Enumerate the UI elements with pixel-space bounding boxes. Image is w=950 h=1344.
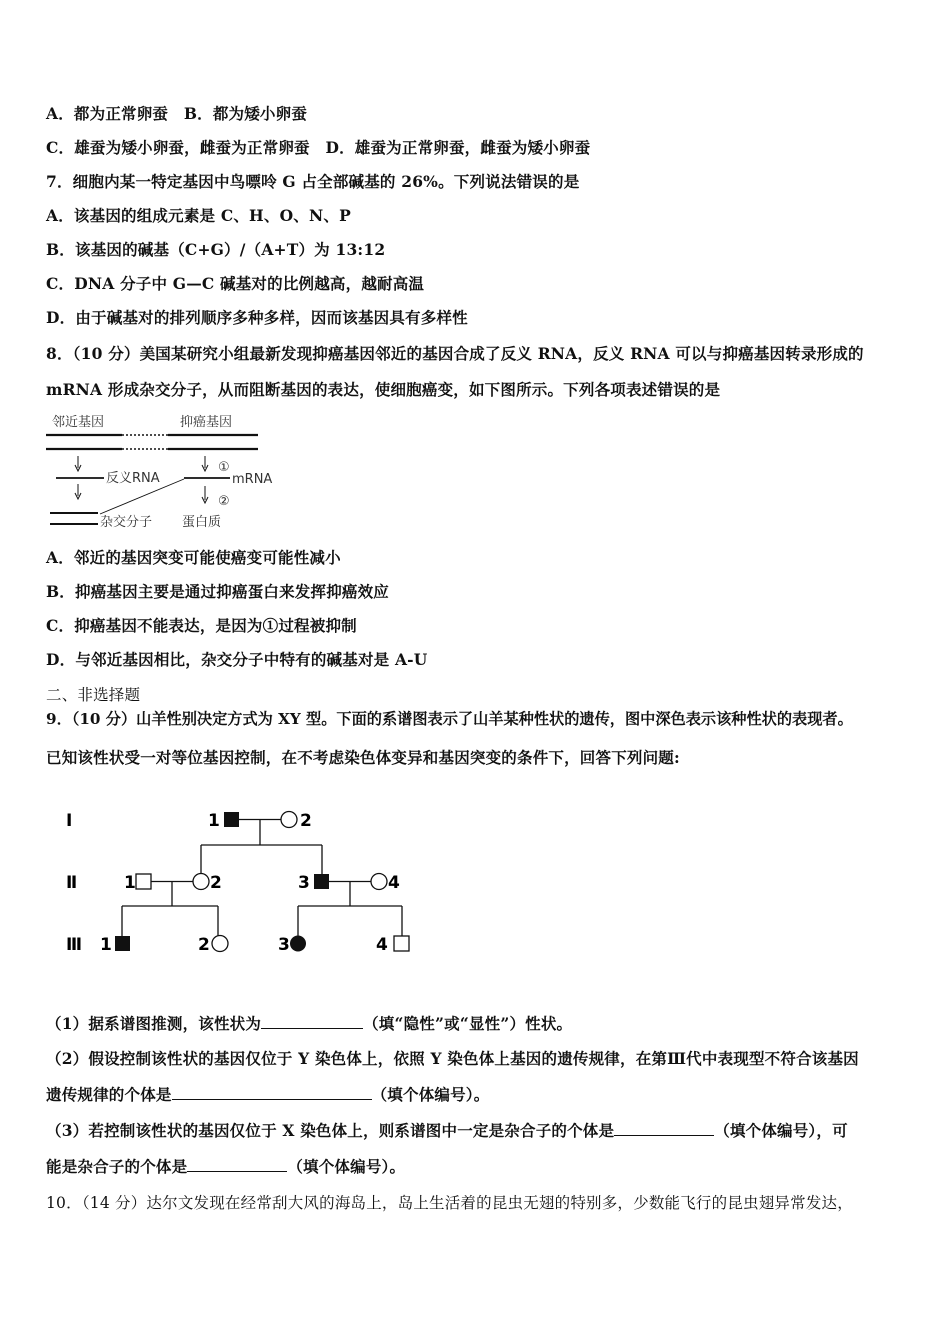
- gen2-male-3-affected: [314, 874, 329, 889]
- q8-option-a: A．邻近的基因突变可能使癌变可能性减小: [46, 548, 341, 567]
- gen1-female-2: [281, 812, 297, 828]
- gen2-number-1: 1: [124, 873, 136, 893]
- gen1-male-1-affected: [224, 812, 239, 827]
- gen3-number-4: 4: [376, 935, 388, 955]
- q9-part2-line1: （2）假设控制该性状的基因仅位于 Y 染色体上，依照 Y 染色体上基因的遗传规律，在第Ⅲ代中表现型不符合该基因: [46, 1049, 859, 1068]
- tumor-gene-label: 抑癌基因: [180, 415, 233, 430]
- generation-1-label: Ⅰ: [66, 811, 73, 831]
- hybrid-label: 杂交分子: [100, 515, 153, 530]
- q9-part3-line2: [46, 1155, 405, 1177]
- protein-label: 蛋白质: [182, 515, 222, 530]
- q8-stem-line1: 8．（10 分）美国某研究小组最新发现抑癌基因邻近的基因合成了反义 RNA，反义 RNA 可以与抑癌基因转录形成的: [46, 344, 864, 363]
- q9-part2-prefix: 遗传规律的个体是: [46, 1085, 172, 1104]
- gen3-number-1: 1: [100, 935, 112, 955]
- gen2-male-1: [136, 874, 151, 889]
- gen1-number-2: 2: [300, 811, 312, 831]
- q9-part3-suffix: （填个体编号），可: [714, 1121, 848, 1140]
- gen3-female-2: [212, 936, 228, 952]
- q10-stem-line1: 10．（14 分）达尔文发现在经常刮大风的海岛上，岛上生活着的昆虫无翅的特别多，少数能飞行的昆虫翅异常发达，: [46, 1194, 853, 1212]
- gen3-number-3: 3: [278, 935, 290, 955]
- antisense-rna-diagram: [40, 406, 290, 534]
- q9-part1: [46, 1012, 572, 1034]
- gen2-number-4: 4: [388, 873, 400, 893]
- q9-part2-line2: [46, 1083, 489, 1105]
- q9-stem-line1: 9．（10 分）山羊性别决定方式为 XY 型。下面的系谱图表示了山羊某种性状的遗传，图中深色表示该种性状的表现者。: [46, 710, 853, 728]
- q9-part1-prefix: （1）据系谱图推测，该性状为: [46, 1014, 262, 1033]
- q7-stem: 7．细胞内某一特定基因中鸟嘌呤 G 占全部碱基的 26%。下列说法错误的是: [46, 172, 580, 191]
- q9-stem-line2: 已知该性状受一对等位基因控制，在不考虑染色体变异和基因突变的条件下，回答下列问题:: [46, 748, 680, 767]
- q8-stem-line2: mRNA 形成杂交分子，从而阻断基因的表达，使细胞癌变，如下图所示。下列各项表述错误的是: [46, 380, 721, 399]
- q9-part3b-suffix: （填个体编号）。: [287, 1157, 406, 1176]
- q9-part3b-prefix: 能是杂合子的个体是: [46, 1157, 188, 1176]
- mrna-label: mRNA: [232, 472, 273, 487]
- gen3-male-1-affected: [115, 936, 130, 951]
- neighbor-gene-label: 邻近基因: [52, 415, 105, 430]
- q7-option-a: A．该基因的组成元素是 C、H、O、N、P: [46, 206, 351, 225]
- generation-3-label: Ⅲ: [66, 935, 83, 955]
- q9-part3-line1: [46, 1119, 848, 1141]
- step1-label: ①: [218, 460, 230, 475]
- gen2-number-2: 2: [210, 873, 222, 893]
- q7-option-d: D．由于碱基对的排列顺序多种多样，因而该基因具有多样性: [46, 308, 468, 327]
- q6-option-ab: A．都为正常卵蚕 B．都为矮小卵蚕: [46, 104, 308, 123]
- generation-2-label: Ⅱ: [66, 873, 78, 893]
- gen3-male-4: [394, 936, 409, 951]
- gen2-number-3: 3: [298, 873, 310, 893]
- q9-part3-prefix: （3）若控制该性状的基因仅位于 X 染色体上，则系谱图中一定是杂合子的个体是: [46, 1121, 615, 1140]
- q6-option-cd: C．雄蚕为矮小卵蚕，雌蚕为正常卵蚕 D．雄蚕为正常卵蚕，雌蚕为矮小卵蚕: [46, 138, 591, 157]
- section-heading: 二、非选择题: [46, 686, 141, 704]
- step2-label: ②: [218, 494, 230, 509]
- q9-part2-suffix: （填个体编号）。: [371, 1085, 490, 1104]
- gen3-number-2: 2: [198, 935, 210, 955]
- q7-option-c: C．DNA 分子中 G—C 碱基对的比例越高，越耐高温: [46, 274, 425, 293]
- q9-part1-suffix: （填“隐性”或“显性”）性状。: [363, 1014, 573, 1033]
- pedigree-chart: [58, 800, 418, 970]
- gen1-number-1: 1: [208, 811, 220, 831]
- q9-part2-blank[interactable]: [172, 1085, 372, 1100]
- q9-part1-blank[interactable]: [261, 1014, 363, 1029]
- gen2-female-4: [371, 874, 387, 890]
- q8-option-b: B．抑癌基因主要是通过抑癌蛋白来发挥抑癌效应: [46, 582, 390, 601]
- q7-option-b: B．该基因的碱基（C+G）/（A+T）为 13:12: [46, 240, 386, 259]
- gen3-female-3-affected: [290, 936, 306, 952]
- q9-part3-blank-2[interactable]: [187, 1157, 287, 1172]
- gen2-female-2: [193, 874, 209, 890]
- antisense-rna-label: 反义RNA: [106, 471, 160, 486]
- q8-option-d: D．与邻近基因相比，杂交分子中特有的碱基对是 A-U: [46, 650, 428, 669]
- q8-option-c: C．抑癌基因不能表达，是因为①过程被抑制: [46, 616, 357, 635]
- q9-part3-blank-1[interactable]: [614, 1121, 714, 1136]
